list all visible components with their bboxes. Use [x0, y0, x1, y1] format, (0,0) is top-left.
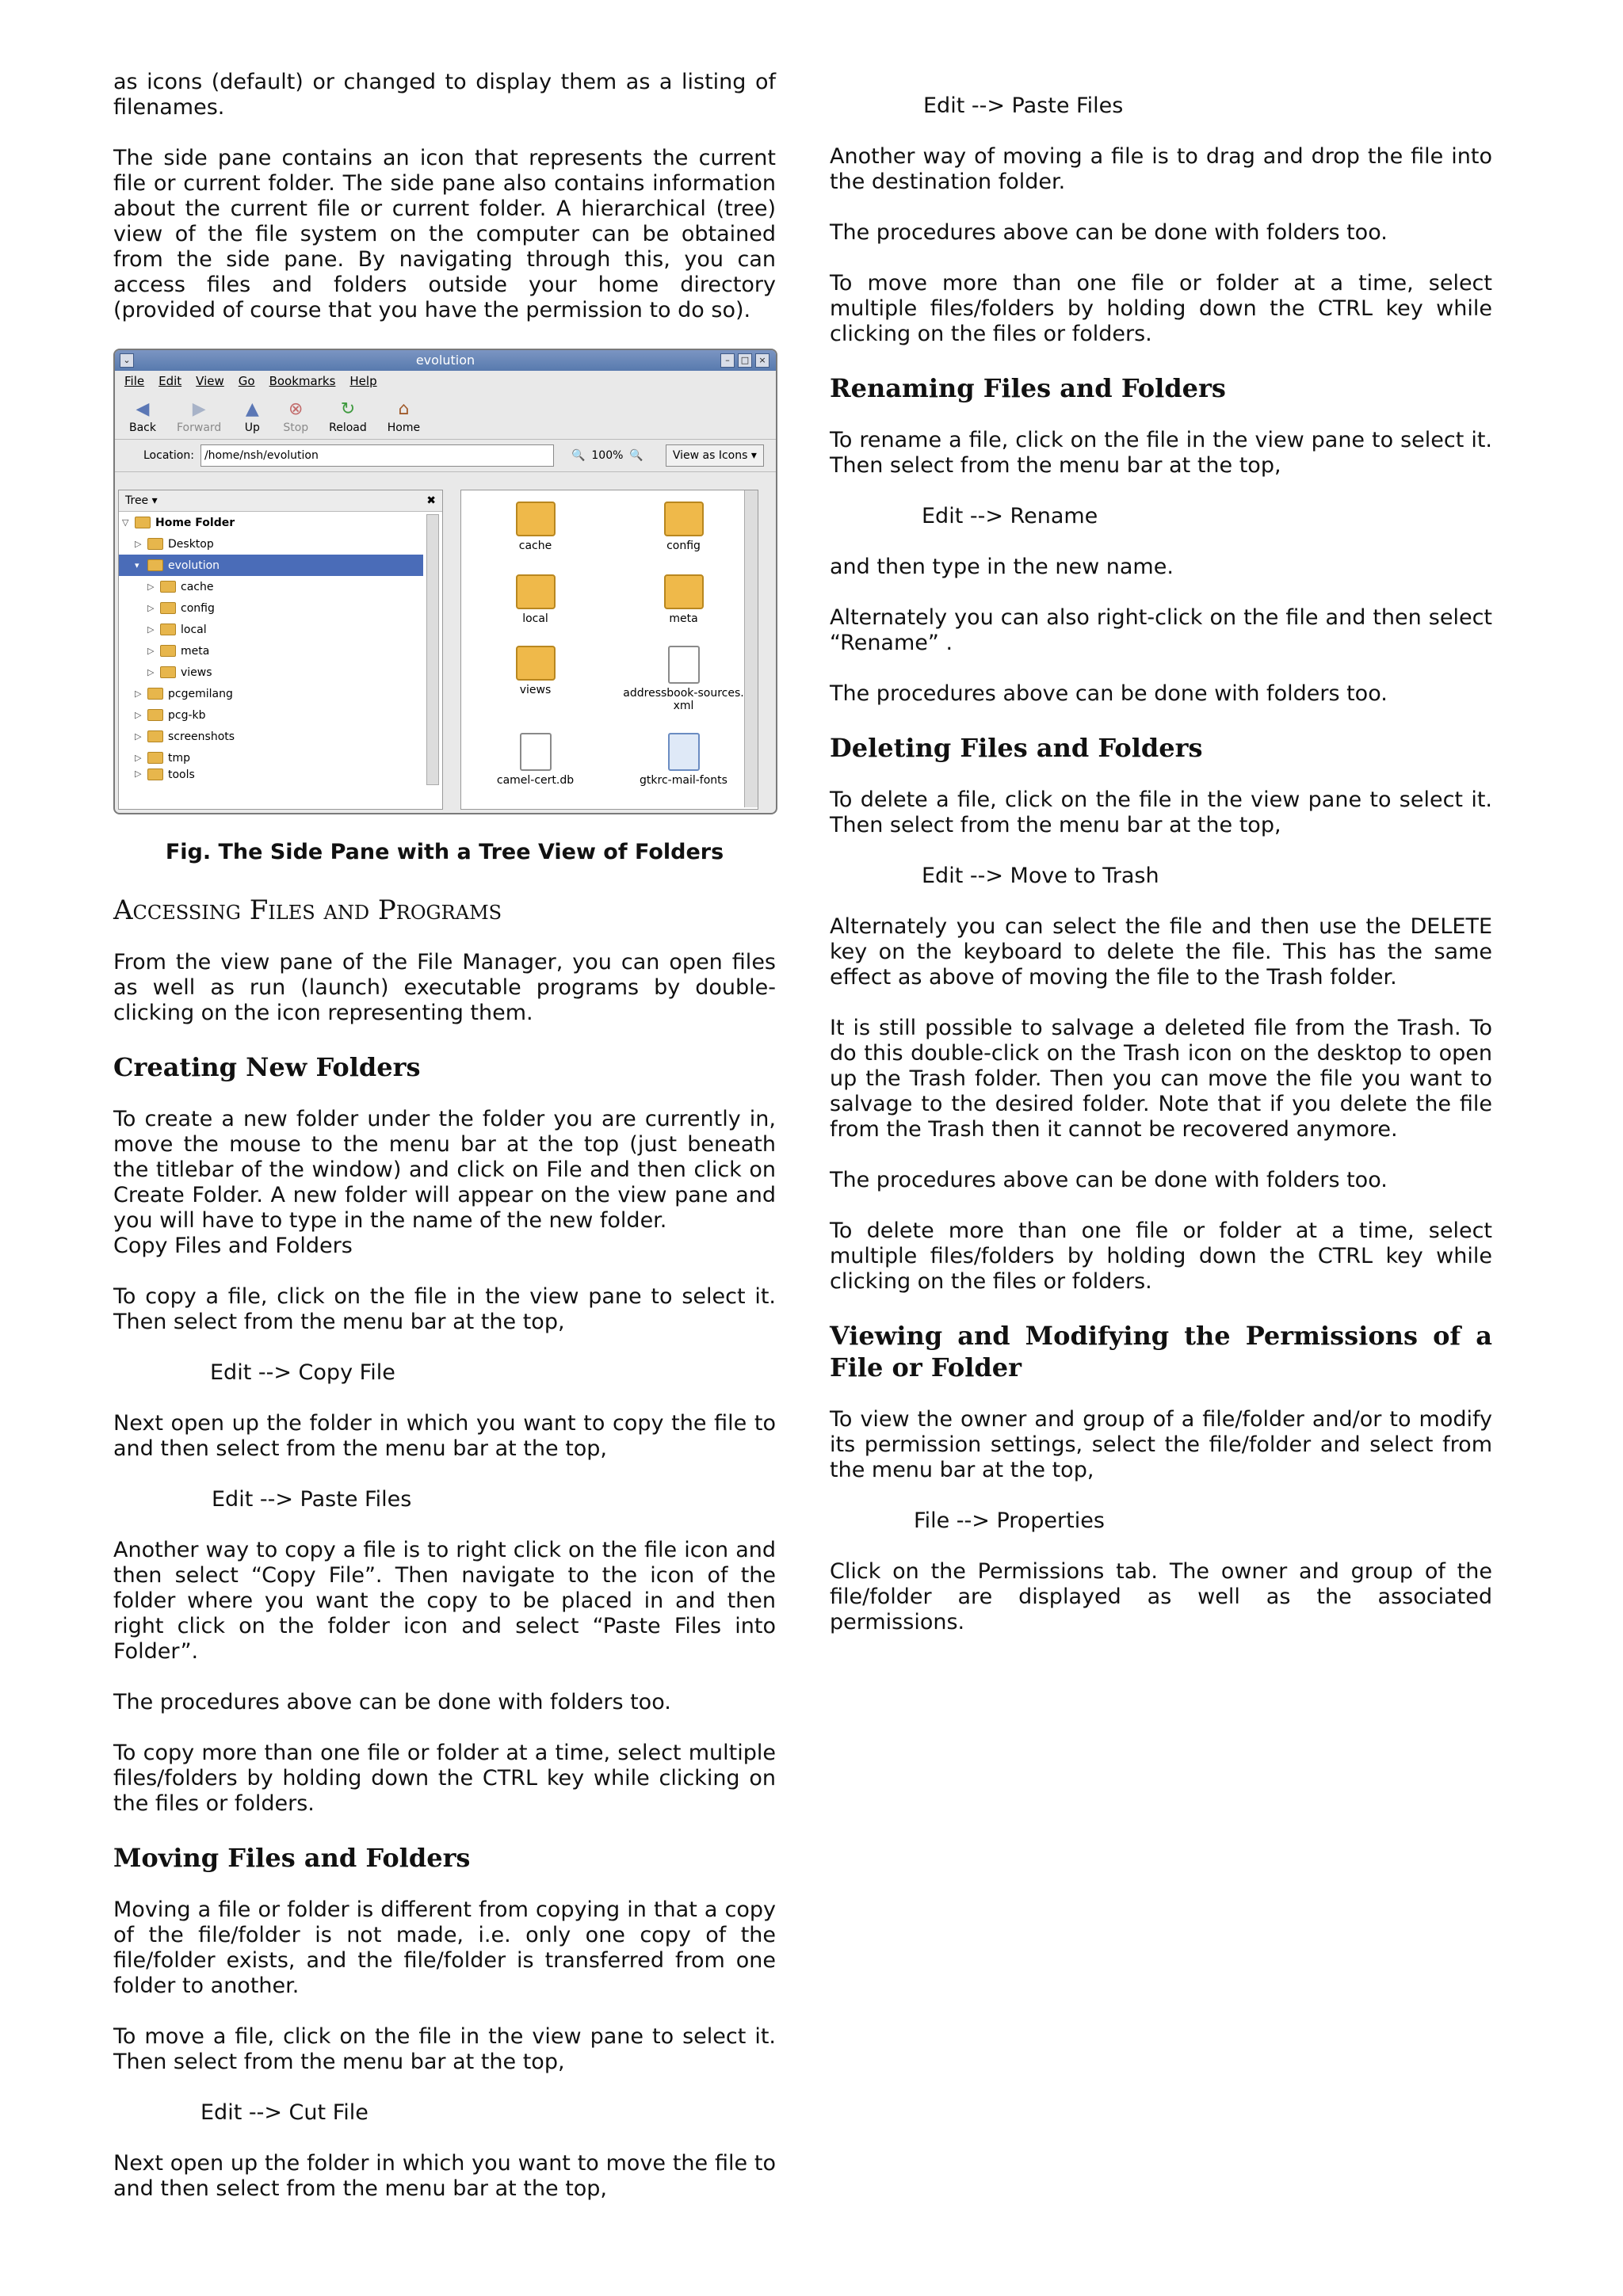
folder-item: views	[461, 646, 609, 696]
paragraph: To copy more than one file or folder at a time, select multiple files/folders by holding down the CTRL key while clicking on the files or folders.	[113, 1741, 776, 1816]
folder-icon	[160, 581, 176, 593]
menu-help: Help	[349, 374, 377, 388]
location-label: Location:	[143, 449, 194, 462]
tree-item: ▷ Desktop	[135, 537, 214, 551]
folder-icon	[516, 646, 556, 681]
folder-icon	[147, 559, 163, 571]
folder-icon	[664, 502, 704, 536]
close-icon: ×	[755, 353, 769, 368]
paragraph: The procedures above can be done with folders too.	[113, 1690, 671, 1714]
menu-bookmarks: Bookmarks	[269, 374, 336, 388]
reload-icon: ↻	[340, 399, 356, 419]
tree-item: ▷ tmp	[135, 751, 191, 765]
tree-header: Tree ▾ ✖	[119, 490, 442, 512]
tree-item: ▷ pcg-kb	[135, 708, 206, 722]
maximize-icon: □	[738, 353, 752, 368]
up-button: ▲ Up	[242, 399, 262, 439]
tree-item-selected: ▾ evolution	[119, 555, 423, 576]
paragraph: It is still possible to salvage a deleted file from the Trash. To do this double-click on the Trash icon on the desktop to open up the Trash folder. Then you can move the file you want to salvage to the desired folder. Note that if you delete the file from the Trash then it cannot be recovered anymore.	[830, 1016, 1492, 1142]
paragraph: To delete more than one file or folder at a time, select multiple files/folders by holding down the CTRL key while clicking on the files or folders.	[830, 1219, 1492, 1294]
left-column	[113, 70, 776, 2227]
paragraph: The procedures above can be done with folders too.	[830, 681, 1388, 706]
tree-item: ▷ screenshots	[135, 730, 235, 743]
window-title: evolution	[415, 353, 475, 368]
document-icon	[668, 646, 700, 684]
paragraph: Moving a file or folder is different from copying in that a copy of the file/folder is not made, i.e. only one copy of the file/folder exists, and the file/folder is transferred from one folder to another.	[113, 1897, 776, 1998]
paragraph: as icons (default) or changed to display them as a listing of filenames.	[113, 70, 776, 120]
forward-icon: ▶	[192, 399, 206, 419]
tree-item: ▷ local	[147, 623, 207, 636]
forward-button: ▶ Forward	[177, 399, 222, 434]
section-heading: Deleting Files and Folders	[830, 733, 1203, 763]
folder-icon	[160, 602, 176, 614]
file-item: camel-cert.db	[461, 733, 609, 787]
folder-item: cache	[461, 502, 609, 552]
zoom-level: 100%	[591, 449, 624, 462]
paragraph: From the view pane of the File Manager, you can open files as well as run (launch) executable programs by double-clicking on the icon representing them.	[113, 950, 776, 1025]
folder-icon	[147, 538, 163, 550]
zoom-out-icon: 🔍	[571, 449, 586, 462]
stop-button: ⊗ Stop	[283, 399, 309, 434]
home-button: ⌂ Home	[387, 399, 421, 434]
folder-icon	[160, 624, 176, 635]
tree-item: ▷ views	[147, 666, 212, 679]
paragraph: Next open up the folder in which you want to move the file to and then select from the menu bar at the top,	[113, 2151, 776, 2201]
paragraph: Click on the Permissions tab. The owner and group of the file/folder are displayed as well as the associated permissions.	[830, 1559, 1492, 1634]
section-heading: Renaming Files and Folders	[830, 373, 1226, 403]
tree-item: ▷ config	[147, 601, 215, 615]
folder-icon	[160, 666, 176, 678]
section-heading: Creating New Folders	[113, 1052, 421, 1082]
paragraph: Alternately you can select the file and then use the DELETE key on the keyboard to delete the file. This has the same effect as above of moving the file to the Trash folder.	[830, 914, 1492, 990]
window-menu-icon: ⌄	[120, 353, 134, 368]
home-folder-icon	[135, 517, 151, 528]
tree-item: ▷ pcgemilang	[135, 687, 233, 700]
folder-item: config	[609, 502, 758, 552]
paragraph: To rename a file, click on the file in the view pane to select it. Then select from the menu bar at the top,	[830, 428, 1492, 478]
menubar	[115, 371, 776, 391]
folder-icon	[147, 709, 163, 721]
tree-item: ▷ tools	[135, 769, 195, 781]
file-item: addressbook-sources. xml	[609, 646, 758, 712]
folder-icon	[516, 574, 556, 609]
paragraph: To move more than one file or folder at a time, select multiple files/folders by holding down the CTRL key while clicking on the files or folders.	[830, 271, 1492, 346]
folder-icon	[147, 730, 163, 742]
menu-file: File	[124, 374, 145, 388]
paragraph: To view the owner and group of a file/folder and/or to modify its permission settings, select the file/folder and select from the menu bar at the top,	[830, 1407, 1492, 1482]
tree-item: ▷ cache	[147, 580, 214, 593]
paragraph: To create a new folder under the folder you are currently in, move the mouse to the menu bar at the top (just beneath the titlebar of the window) and click on File and then click on Create Folder. A new folder will appear on the view pane and you will have to type in the name of the new folder.	[113, 1107, 776, 1233]
menu-command: Edit --> Rename	[922, 504, 1098, 528]
menu-command: Edit --> Move to Trash	[922, 864, 1159, 888]
folder-icon	[516, 502, 556, 536]
document-icon	[520, 733, 552, 771]
menu-command: Edit --> Paste Files	[212, 1487, 412, 1512]
tree-pane	[118, 490, 443, 810]
folder-icon	[160, 645, 176, 657]
folder-icon	[147, 752, 163, 764]
paragraph: Another way to copy a file is to right click on the file icon and then select “Copy File”. Then navigate to the icon of the folder where you want the copy to be placed in and then right click on the folder icon and select “Paste Files into Folder”.	[113, 1538, 776, 1664]
paragraph: The side pane contains an icon that represents the current file or current folder. The side pane also contains information about the current file or current folder. A hierarchical (tree) view of the file system on the computer can be obtained from the side pane. By navigating through this, you can access files and folders outside your home directory (provided of course that you have the permission to do so).	[113, 146, 776, 322]
folder-item: local	[461, 574, 609, 625]
menu-edit: Edit	[158, 374, 182, 388]
back-icon: ◀	[136, 399, 150, 419]
menu-command: Edit --> Paste Files	[923, 93, 1124, 118]
location-bar	[115, 440, 776, 472]
icon-pane-scrollbar	[744, 490, 758, 807]
section-heading: Viewing and Modifying the Permissions of a File or Folder	[830, 1321, 1492, 1383]
view-as-select: View as Icons ▾	[666, 444, 764, 467]
expand-icon: ▽	[122, 517, 129, 528]
location-field: /home/nsh/evolution	[200, 444, 554, 467]
home-icon: ⌂	[398, 399, 410, 419]
window-titlebar	[115, 350, 776, 371]
paragraph: and then type in the new name.	[830, 555, 1174, 579]
zoom-in-icon: 🔍	[629, 449, 643, 462]
folder-icon	[664, 574, 704, 609]
paragraph: Next open up the folder in which you want to copy the file to and then select from the menu bar at the top,	[113, 1411, 776, 1461]
tree-scrollbar	[426, 514, 439, 785]
icon-view-pane	[460, 490, 758, 810]
tree-item: ▷ meta	[147, 644, 210, 658]
menu-go: Go	[238, 374, 255, 388]
figure-caption: Fig. The Side Pane with a Tree View of Folders	[165, 840, 724, 864]
file-manager-screenshot	[113, 349, 777, 814]
section-heading: Moving Files and Folders	[113, 1843, 471, 1873]
style-document-icon	[668, 733, 700, 771]
up-icon: ▲	[245, 399, 259, 419]
menu-command: File --> Properties	[914, 1508, 1105, 1533]
close-pane-icon: ✖	[426, 494, 436, 507]
paragraph: To copy a file, click on the file in the view pane to select it. Then select from the menu bar at the top,	[113, 1284, 776, 1334]
section-heading: Accessing Files and Programs	[113, 894, 502, 926]
folder-item: meta	[609, 574, 758, 625]
paragraph: To delete a file, click on the file in the view pane to select it. Then select from the menu bar at the top,	[830, 788, 1492, 837]
paragraph: Alternately you can also right-click on the file and then select “Rename” .	[830, 605, 1492, 655]
subsection-title: Copy Files and Folders	[113, 1234, 353, 1258]
paragraph: Another way of moving a file is to drag and drop the file into the destination folder.	[830, 144, 1492, 194]
menu-view: View	[196, 374, 224, 388]
folder-icon	[147, 769, 163, 780]
stop-icon: ⊗	[288, 399, 304, 419]
file-item: gtkrc-mail-fonts	[609, 733, 758, 787]
paragraph: The procedures above can be done with folders too.	[830, 1168, 1388, 1192]
menu-command: Edit --> Copy File	[210, 1360, 395, 1385]
right-column	[830, 93, 1492, 1661]
paragraph: The procedures above can be done with folders too.	[830, 220, 1388, 245]
paragraph: To move a file, click on the file in the view pane to select it. Then select from the menu bar at the top,	[113, 2024, 776, 2074]
minimize-icon: –	[720, 353, 735, 368]
folder-icon	[147, 688, 163, 700]
tree-item: ▽ Home Folder	[122, 516, 235, 529]
reload-button: ↻ Reload	[329, 399, 367, 434]
back-button: ◀ Back	[129, 399, 156, 434]
menu-command: Edit --> Cut File	[200, 2100, 369, 2125]
toolbar	[115, 391, 776, 440]
